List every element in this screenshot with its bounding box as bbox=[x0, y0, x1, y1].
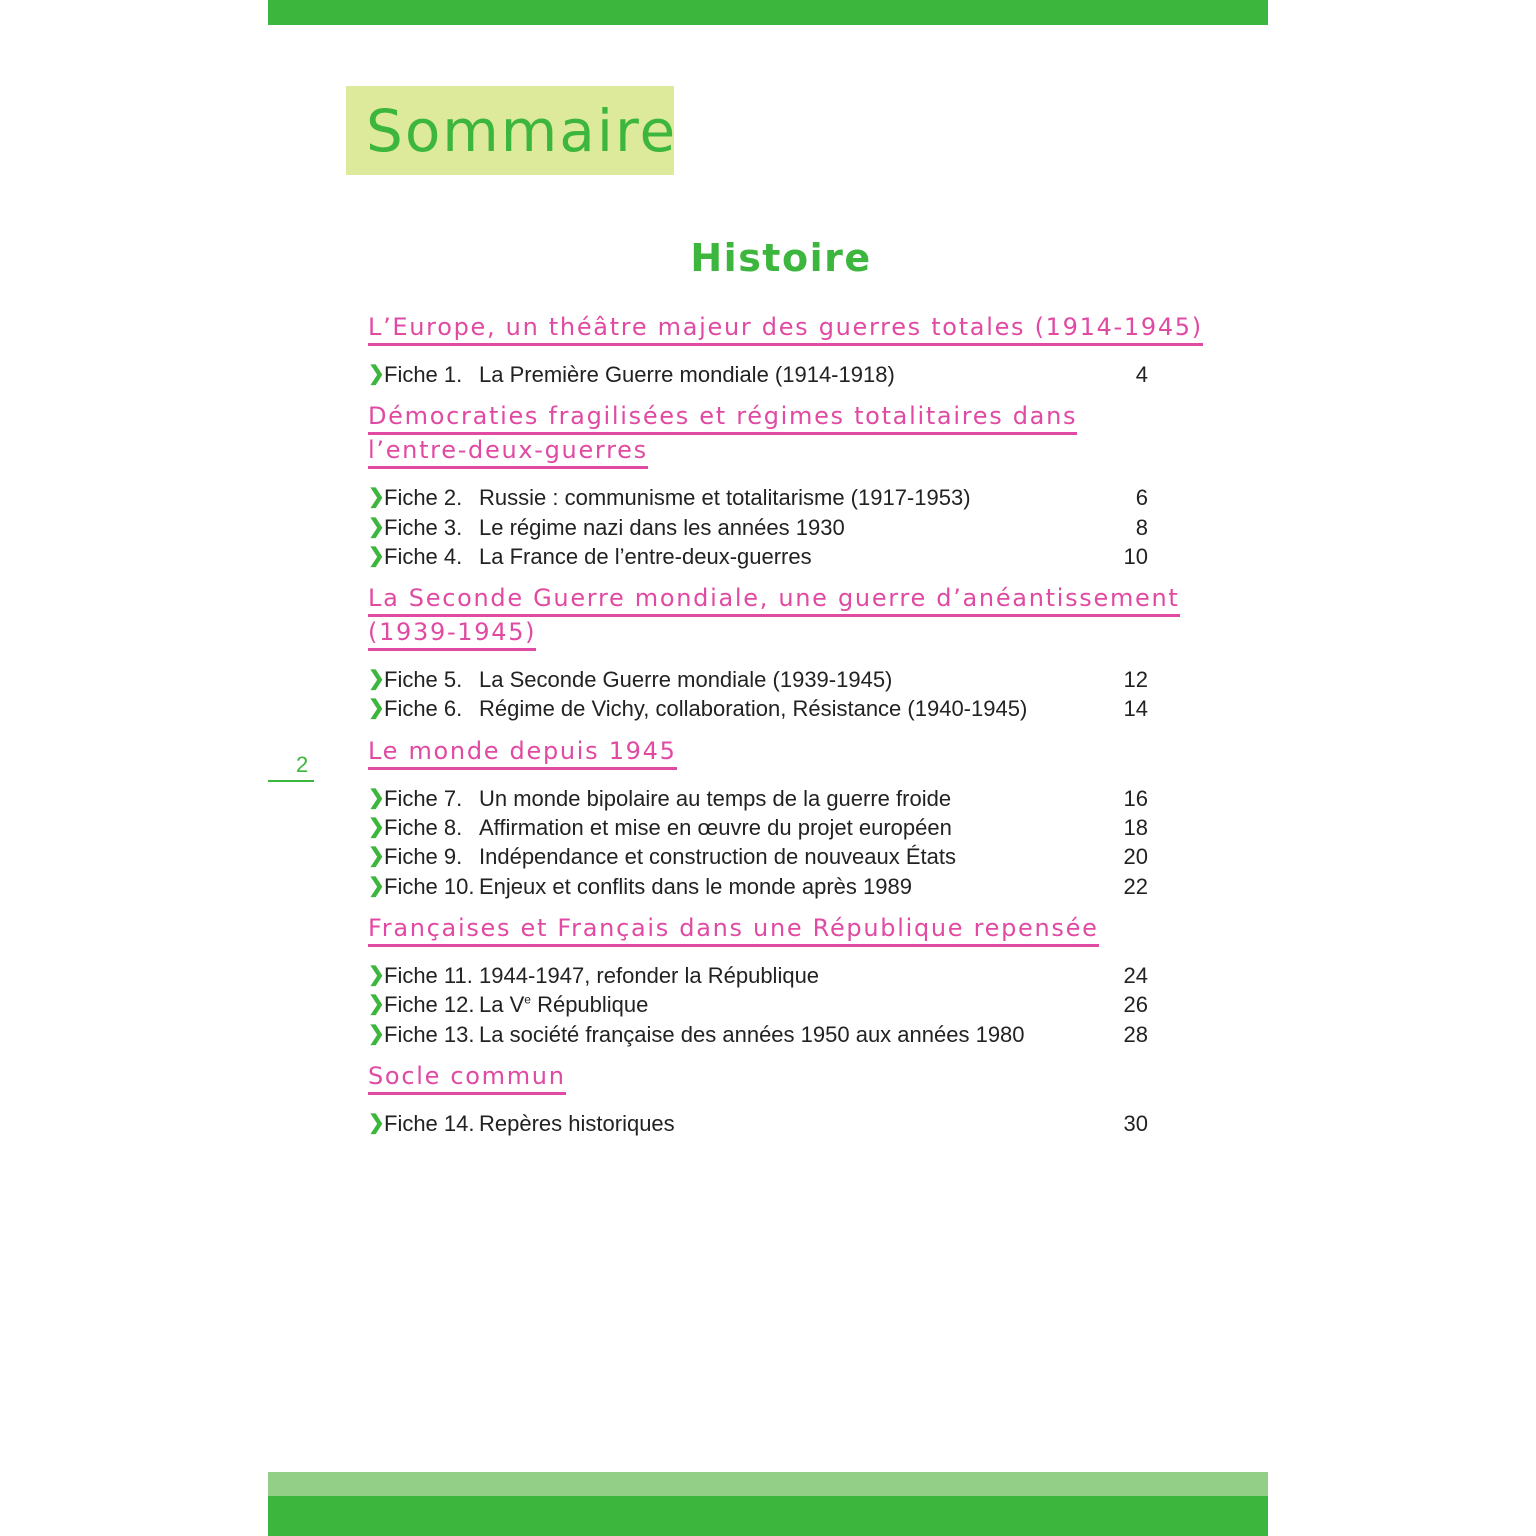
chevron-right-icon: ❯ bbox=[368, 845, 385, 868]
entry-title: Le régime nazi dans les années 1930 bbox=[479, 514, 845, 540]
entry-title: La Seconde Guerre mondiale (1939-1945) bbox=[479, 667, 893, 693]
entry-label: Fiche 9. bbox=[384, 844, 463, 870]
toc-entry[interactable] bbox=[368, 872, 1198, 901]
toc-part bbox=[368, 913, 1198, 1049]
chevron-right-icon: ❯ bbox=[368, 963, 385, 986]
entry-title: Repères historiques bbox=[479, 1110, 675, 1136]
part-heading[interactable] bbox=[368, 401, 1198, 469]
entry-page: 16 bbox=[1123, 785, 1148, 811]
entry-page: 18 bbox=[1123, 815, 1148, 841]
toc-entry[interactable] bbox=[368, 990, 1198, 1019]
toc-entry[interactable] bbox=[368, 694, 1198, 723]
entry-title-prefix: La V bbox=[479, 992, 525, 1018]
entry-page: 26 bbox=[1123, 992, 1148, 1018]
toc-entry[interactable] bbox=[368, 360, 1198, 389]
entry-label: Fiche 11. bbox=[384, 962, 473, 988]
toc-part bbox=[368, 312, 1203, 389]
entry-label: Fiche 3. bbox=[384, 514, 463, 540]
toc-entry[interactable] bbox=[368, 813, 1198, 842]
entry-title: 1944-1947, refonder la République bbox=[479, 962, 820, 988]
part-title-line: (1939-1945) bbox=[368, 617, 536, 651]
toc-entry[interactable] bbox=[368, 513, 1198, 542]
bottom-decorative-bar-light bbox=[268, 1472, 1268, 1496]
entry-title: Un monde bipolaire au temps de la guerre froide bbox=[479, 785, 952, 811]
part-title-line: Le monde depuis 1945 bbox=[368, 736, 677, 770]
entry-title: Indépendance et construction de nouveaux États bbox=[479, 844, 957, 870]
entry-title bbox=[479, 990, 648, 1019]
part-heading[interactable] bbox=[368, 913, 1198, 947]
section-heading: Histoire bbox=[690, 236, 872, 280]
part-title-line: Françaises et Français dans une République repensée bbox=[368, 913, 1099, 947]
toc-part bbox=[368, 736, 1198, 901]
part-heading[interactable] bbox=[368, 312, 1203, 346]
chevron-right-icon: ❯ bbox=[368, 697, 385, 720]
part-title-line: Démocraties fragilisées et régimes totalitaires dans bbox=[368, 401, 1077, 435]
entry-label: Fiche 1. bbox=[384, 362, 463, 387]
chevron-right-icon: ❯ bbox=[368, 668, 385, 691]
chevron-right-icon: ❯ bbox=[368, 786, 385, 809]
entry-label: Fiche 13. bbox=[384, 1021, 475, 1047]
toc-entry[interactable] bbox=[368, 842, 1198, 871]
page-number: 2 bbox=[296, 752, 309, 777]
part-heading[interactable] bbox=[368, 1061, 1198, 1095]
chevron-right-icon: ❯ bbox=[368, 515, 385, 538]
entry-page: 24 bbox=[1123, 962, 1148, 988]
entry-page: 22 bbox=[1123, 873, 1148, 899]
part-title-line: Socle commun bbox=[368, 1061, 566, 1095]
toc-entry[interactable] bbox=[368, 784, 1198, 813]
toc-entry[interactable] bbox=[368, 1020, 1198, 1049]
toc-entry[interactable] bbox=[368, 961, 1198, 990]
bottom-decorative-bar bbox=[268, 1496, 1268, 1536]
entry-page: 28 bbox=[1123, 1021, 1148, 1047]
toc-entry[interactable] bbox=[368, 1109, 1198, 1138]
entry-page: 20 bbox=[1123, 844, 1148, 870]
entry-page: 12 bbox=[1123, 667, 1148, 693]
toc-part bbox=[368, 583, 1198, 724]
entry-title: Affirmation et mise en œuvre du projet européen bbox=[479, 815, 952, 841]
page-number-rule bbox=[268, 780, 314, 782]
entry-label: Fiche 14. bbox=[384, 1110, 475, 1136]
chevron-right-icon: ❯ bbox=[368, 1111, 385, 1134]
entry-title: Russie : communisme et totalitarisme (1917-1953) bbox=[479, 485, 971, 511]
entry-label: Fiche 7. bbox=[384, 785, 463, 811]
entry-title: Régime de Vichy, collaboration, Résistance (1940-1945) bbox=[479, 696, 1028, 722]
toc-entry[interactable] bbox=[368, 542, 1198, 571]
chevron-right-icon: ❯ bbox=[368, 993, 385, 1016]
page-title: Sommaire bbox=[366, 96, 678, 165]
entry-page: 14 bbox=[1123, 696, 1148, 722]
entry-page: 8 bbox=[1135, 514, 1148, 540]
entry-page: 30 bbox=[1123, 1110, 1148, 1136]
entry-label: Fiche 12. bbox=[384, 992, 475, 1018]
entry-title-suffix: République bbox=[530, 992, 649, 1018]
entry-title: La Première Guerre mondiale (1914-1918) bbox=[479, 362, 895, 387]
chevron-right-icon: ❯ bbox=[368, 544, 385, 567]
toc-part bbox=[368, 401, 1198, 571]
entry-label: Fiche 6. bbox=[384, 696, 463, 722]
entry-page: 10 bbox=[1123, 543, 1148, 569]
chevron-right-icon: ❯ bbox=[368, 816, 385, 839]
entry-page: 4 bbox=[1135, 362, 1148, 387]
part-title-line: l’entre-deux-guerres bbox=[368, 435, 648, 469]
part-heading[interactable] bbox=[368, 583, 1198, 651]
table-of-contents bbox=[368, 312, 1203, 1150]
entry-title: La France de l’entre-deux-guerres bbox=[479, 543, 812, 569]
superscript-e: e bbox=[524, 992, 531, 1007]
chevron-right-icon: ❯ bbox=[368, 874, 385, 897]
entry-label: Fiche 4. bbox=[384, 543, 463, 569]
chevron-right-icon: ❯ bbox=[368, 486, 385, 509]
chevron-right-icon: ❯ bbox=[368, 363, 385, 385]
entry-label: Fiche 8. bbox=[384, 815, 463, 841]
entry-label: Fiche 2. bbox=[384, 485, 463, 511]
entry-page: 6 bbox=[1135, 485, 1148, 511]
chevron-right-icon: ❯ bbox=[368, 1022, 385, 1045]
part-title-line: L’Europe, un théâtre majeur des guerres totales (1914-1945) bbox=[368, 312, 1203, 346]
entry-label: Fiche 10. bbox=[384, 873, 475, 899]
part-title-line: La Seconde Guerre mondiale, une guerre d’anéantissement bbox=[368, 583, 1180, 617]
entry-title: La société française des années 1950 aux années 1980 bbox=[479, 1021, 1025, 1047]
toc-part bbox=[368, 1061, 1198, 1138]
toc-entry[interactable] bbox=[368, 483, 1198, 512]
title-box bbox=[346, 86, 678, 175]
top-decorative-bar bbox=[268, 0, 1268, 25]
part-heading[interactable] bbox=[368, 736, 1198, 770]
entry-label: Fiche 5. bbox=[384, 667, 463, 693]
entry-title: Enjeux et conflits dans le monde après 1989 bbox=[479, 873, 912, 899]
toc-entry[interactable] bbox=[368, 665, 1198, 694]
